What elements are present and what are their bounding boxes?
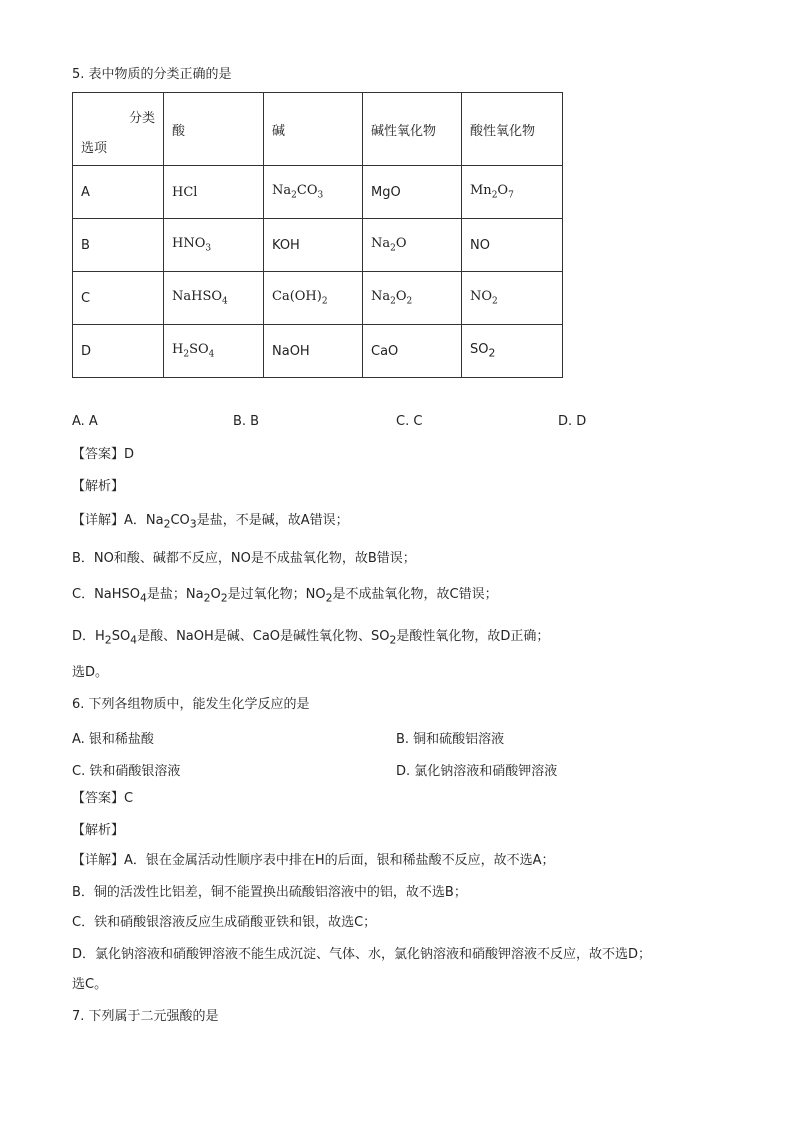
- question-6-title: 6. 下列各组物质中，能发生化学反应的是: [72, 697, 310, 712]
- explanation-line: B．铜的活泼性比铝差，铜不能置换出硫酸铝溶液中的铝，故不选B；: [72, 885, 467, 900]
- chem-formula: $H_2SO_4$: [172, 342, 215, 360]
- chem-formula: $Mn_2O_7$: [470, 183, 514, 201]
- explanation-line: C．铁和硝酸银溶液反应生成硝酸亚铁和银，故选C；: [72, 915, 377, 930]
- chem-formula: NaOH: [272, 343, 310, 359]
- option-c: C. 铁和硝酸银溶液: [72, 764, 181, 779]
- option-a: A. A: [72, 414, 98, 429]
- question-5-options: [72, 414, 692, 432]
- explanation-line: 【详解】A．银在金属活动性顺序表中排在H的后面，银和稀盐酸不反应，故不选A；: [72, 853, 555, 868]
- explanation-line: 选D。: [72, 665, 109, 680]
- analysis-label: 【解析】: [72, 479, 125, 494]
- chem-formula: NO: [470, 237, 490, 253]
- corner-label-option: 选项: [81, 141, 108, 156]
- table-cell: [462, 272, 563, 325]
- chem-formula: $Na_2O$: [371, 236, 407, 254]
- answer-label: 【答案】D: [72, 447, 135, 462]
- row-label: D: [73, 325, 164, 378]
- table-cell: [462, 219, 563, 272]
- table-row: [73, 272, 563, 325]
- row-label: B: [73, 219, 164, 272]
- table-cell: [164, 166, 264, 219]
- option-d: D. 氯化钠溶液和硝酸钾溶液: [396, 764, 558, 779]
- option-c: C. C: [396, 414, 423, 429]
- table-cell: [363, 272, 462, 325]
- table-cell: [164, 272, 264, 325]
- table-corner-cell: [73, 93, 164, 166]
- chem-formula: $SO_2$: [470, 342, 496, 360]
- option-a: A. 银和稀盐酸: [72, 732, 154, 747]
- chem-formula: $Na_2O_2$: [371, 289, 413, 307]
- chem-formula: $HNO_3$: [172, 236, 212, 254]
- table-row: [73, 219, 563, 272]
- table-cell: [164, 219, 264, 272]
- table-row: [73, 166, 563, 219]
- table-cell: [363, 325, 462, 378]
- question-7-title: 7. 下列属于二元强酸的是: [72, 1009, 219, 1024]
- explanation-line: 选C。: [72, 977, 108, 992]
- explanation-line: D．氯化钠溶液和硝酸钾溶液不能生成沉淀、气体、水，氯化钠溶液和硝酸钾溶液不反应，故不选D；: [72, 947, 652, 962]
- explanation-line: B．NO和酸、碱都不反应，NO是不成盐氧化物，故B错误；: [72, 551, 416, 566]
- question-6-options-row: [72, 760, 632, 778]
- classification-table: [72, 92, 563, 378]
- question-5-title: 5. 表中物质的分类正确的是: [72, 67, 232, 82]
- header-basic-oxide: 碱性氧化物: [363, 93, 462, 166]
- chem-formula: $Na_2CO_3$: [272, 183, 324, 201]
- table-cell: [264, 272, 363, 325]
- chem-formula: CaO: [371, 343, 399, 359]
- option-d: D. D: [558, 414, 587, 429]
- row-label: C: [73, 272, 164, 325]
- option-b: B. B: [233, 414, 260, 429]
- chem-formula: NaHSO$_4$: [172, 289, 228, 307]
- table-cell: [363, 219, 462, 272]
- chem-formula: MgO: [371, 184, 401, 200]
- explanation-line: D．$H_2SO_4$是酸、NaOH是碱、CaO是碱性氧化物、$SO_2$是酸性氧化物，故D正确；: [72, 629, 550, 647]
- option-b: B. 铜和硫酸铝溶液: [396, 732, 505, 747]
- corner-label-category: 分类: [128, 111, 155, 126]
- table-cell: [264, 219, 363, 272]
- question-6-options-row: [72, 728, 632, 746]
- explanation-line: 【详解】A．$Na_2CO_3$是盐，不是碱，故A错误；: [72, 513, 349, 531]
- table-cell: [462, 325, 563, 378]
- analysis-label: 【解析】: [72, 823, 125, 838]
- table-cell: [264, 325, 363, 378]
- header-base: 碱: [264, 93, 363, 166]
- table-row: [73, 325, 563, 378]
- answer-label: 【答案】C: [72, 791, 134, 806]
- row-label: A: [73, 166, 164, 219]
- header-acid: 酸: [164, 93, 264, 166]
- chem-formula: HCl: [172, 184, 198, 200]
- table-cell: [363, 166, 462, 219]
- header-acidic-oxide: 酸性氧化物: [462, 93, 563, 166]
- chem-formula: $Ca(OH)_2$: [272, 289, 328, 307]
- table-cell: [164, 325, 264, 378]
- chem-formula: KOH: [272, 237, 300, 253]
- table-header-row: [73, 93, 563, 166]
- table-cell: [264, 166, 363, 219]
- chem-formula: $NO_2$: [470, 289, 498, 307]
- table-cell: [462, 166, 563, 219]
- explanation-line: C．NaHSO$_4$是盐；$Na_2O_2$是过氧化物；$NO_2$是不成盐氧化物，故C错误；: [72, 587, 498, 605]
